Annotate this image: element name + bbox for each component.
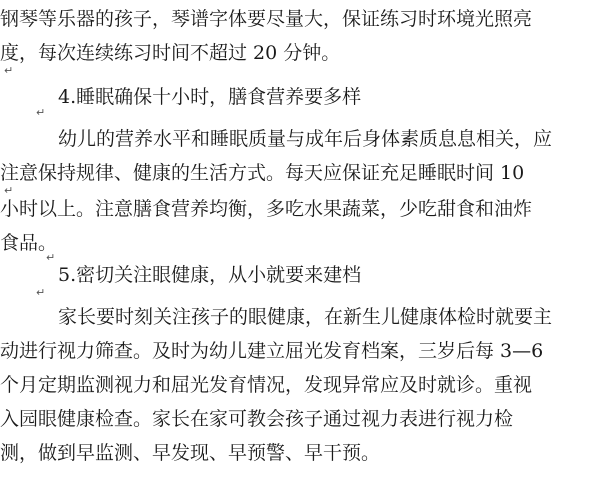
text-line-13: 测，做到早监测、早发现、早预警、早干预。	[0, 442, 381, 464]
text-line-4: 幼儿的营养水平和睡眠质量与成年后身体素质息息相关，应	[58, 128, 553, 150]
text-line-6: 小时以上。注意膳食营养均衡，多吃水果蔬菜，少吃甜食和油炸	[0, 198, 533, 220]
text-line-5: 注意保持规律、健康的生活方式。每天应保证充足睡眠时间 10	[0, 162, 525, 184]
text-line-12: 入园眼健康检查。家长在家可教会孩子通过视力表进行视力检	[0, 408, 514, 430]
paragraph-mark: ↵	[4, 64, 14, 77]
text-line-9: 家长要时刻关注孩子的眼健康，在新生儿健康体检时就要主	[58, 306, 553, 328]
text-line-1: 钢琴等乐器的孩子，琴谱字体要尽量大，保证练习时环境光照亮	[0, 8, 533, 30]
text-line-7: 食品。	[0, 232, 58, 254]
section-heading-4: 4.睡眠确保十小时，膳食营养要多样	[58, 86, 362, 108]
text-line-10: 动进行视力筛查。及时为幼儿建立屈光发育档案，三岁后每 3—6	[0, 340, 544, 362]
text-line-11: 个月定期监测视力和屈光发育情况，发现异常应及时就诊。重视	[0, 374, 533, 396]
paragraph-mark: ↵	[36, 106, 46, 119]
section-heading-5: 5.密切关注眼健康，从小就要来建档	[58, 264, 362, 286]
paragraph-mark: ↵	[36, 286, 46, 299]
paragraph-mark: ↵	[4, 184, 14, 197]
paragraph-mark: ↵	[46, 251, 56, 264]
text-line-2: 度，每次连续练习时间不超过 20 分钟。	[0, 42, 341, 64]
